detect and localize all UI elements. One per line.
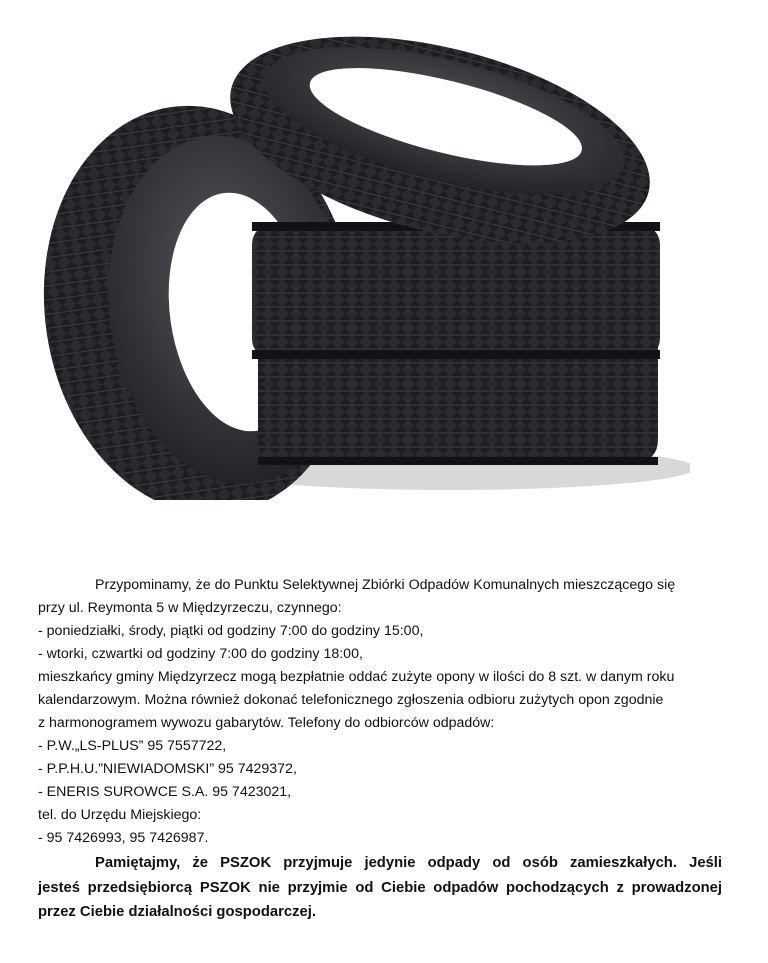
paragraph-intro-line-2: przy ul. Reymonta 5 w Międzyrzeczu, czynnego: (38, 600, 342, 616)
paragraph-residents-line-1: mieszkańcy gminy Międzyrzecz mogą bezpłatnie oddać zużyte opony w ilości do 8 szt. w danym roku (38, 669, 675, 685)
announcement-text (38, 574, 722, 925)
tires-stack-photo (30, 20, 690, 500)
note-line-2: jesteś przedsiębiorcą PSZOK nie przyjmie od Ciebie odpadów pochodzących z prowadzonej (38, 879, 722, 896)
paragraph-intro-line-1: Przypominamy, że do Punktu Selektywnej Zbiórki Odpadów Komunalnych mieszczącego się (95, 577, 676, 593)
contact-line-1: - P.W.„LS-PLUS” 95 7557722, (38, 738, 227, 754)
hours-line-2: - wtorki, czwartki od godziny 7:00 do godziny 18:00, (38, 646, 363, 662)
middle-tire (252, 222, 660, 360)
office-phones: - 95 7426993, 95 7426987. (38, 830, 209, 846)
paragraph-residents-line-2: kalendarzowym. Można również dokonać telefonicznego zgłoszenia odbioru zużytych opon zgodnie (38, 692, 664, 708)
hours-line-1: - poniedziałki, środy, piątki od godziny 7:00 do godziny 15:00, (38, 623, 424, 639)
note-line-1: Pamiętajmy, że PSZOK przyjmuje jedynie odpady od osób zamieszkałych. Jeśli (95, 855, 722, 871)
contact-line-3: - ENERIS SUROWCE S.A. 95 7423021, (38, 784, 292, 800)
paragraph-residents-line-3: z harmonogramem wywozu gabarytów. Telefony do odbiorców odpadów: (38, 715, 495, 731)
contact-line-2: - P.P.H.U.”NIEWIADOMSKI” 95 7429372, (38, 761, 297, 777)
note-line-3: przez Ciebie działalności gospodarczej. (38, 904, 316, 920)
office-label: tel. do Urzędu Miejskiego: (38, 807, 202, 823)
